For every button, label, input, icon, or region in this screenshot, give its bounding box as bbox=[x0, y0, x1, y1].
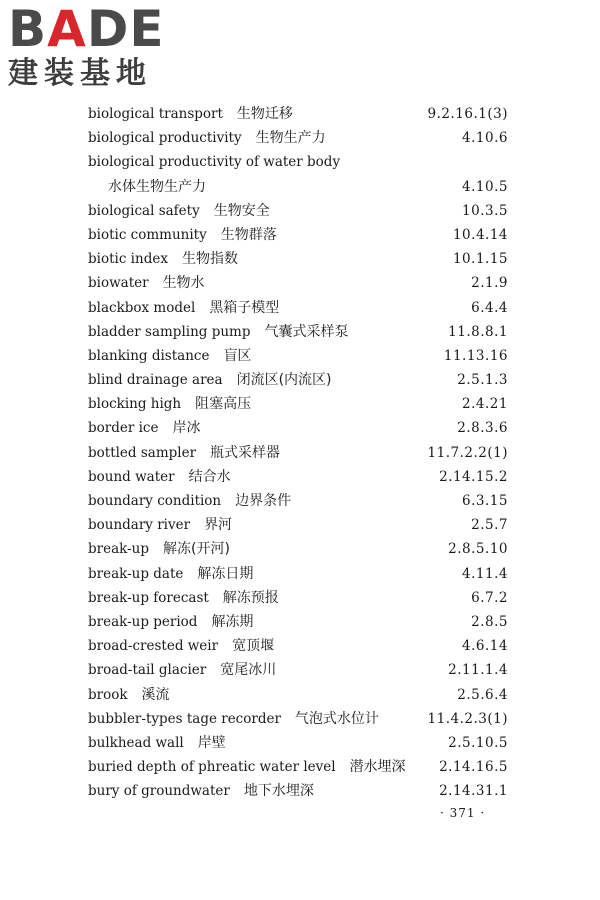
entry-chinese: 瓶式采样器 bbox=[210, 444, 281, 461]
entry-chinese: 岸冰 bbox=[172, 420, 201, 437]
entry-reference: 2.14.15.2 bbox=[439, 468, 508, 485]
entry-reference: 2.5.6.4 bbox=[457, 686, 508, 703]
entry-term: blocking high bbox=[88, 396, 182, 413]
entry-reference: 11.4.2.3(1) bbox=[427, 710, 508, 727]
entry-term: blanking distance bbox=[88, 347, 210, 364]
entry-reference: 4.11.4 bbox=[462, 565, 508, 582]
entry-reference: 2.14.31.1 bbox=[439, 783, 508, 800]
entry-reference: 4.10.5 bbox=[462, 178, 508, 195]
glossary-entry bbox=[88, 175, 508, 199]
entry-chinese: 生物水 bbox=[162, 275, 205, 292]
glossary-entry bbox=[88, 247, 508, 271]
logo-letters-de: DE bbox=[86, 0, 165, 58]
entry-term: biowater bbox=[88, 275, 149, 292]
entry-reference: 10.4.14 bbox=[452, 226, 508, 243]
entry-term: boundary river bbox=[88, 517, 191, 534]
entry-term: bubbler-types tage recorder bbox=[88, 710, 281, 727]
glossary-entry bbox=[88, 707, 508, 731]
entry-chinese: 生物群落 bbox=[220, 226, 277, 243]
entry-reference: 2.5.10.5 bbox=[448, 734, 508, 751]
entry-term: bury of groundwater bbox=[88, 783, 230, 800]
entry-reference: 6.4.4 bbox=[471, 299, 508, 316]
entry-term: biotic index bbox=[88, 251, 168, 268]
entry-chinese: 盲区 bbox=[223, 347, 252, 364]
glossary-entry bbox=[88, 683, 508, 707]
glossary-entry bbox=[88, 465, 508, 489]
entry-reference: 2.14.16.5 bbox=[439, 759, 508, 776]
entry-chinese: 黑箱子模型 bbox=[209, 299, 280, 316]
entry-chinese: 宽尾冰川 bbox=[220, 662, 277, 679]
entry-chinese: 岸壁 bbox=[197, 734, 226, 751]
entry-chinese: 溪流 bbox=[141, 686, 170, 703]
glossary-entry bbox=[88, 102, 508, 126]
glossary-entries bbox=[88, 102, 508, 803]
entry-term: break-up bbox=[88, 541, 149, 558]
entry-reference: 2.5.7 bbox=[471, 517, 508, 534]
entry-chinese: 水体生物生产力 bbox=[108, 178, 206, 195]
glossary-entry bbox=[88, 586, 508, 610]
glossary-entry bbox=[88, 755, 508, 779]
entry-chinese: 气囊式采样泵 bbox=[264, 323, 349, 340]
entry-reference: 6.7.2 bbox=[471, 589, 508, 606]
entry-chinese: 气泡式水位计 bbox=[294, 710, 379, 727]
entry-term: broad-tail glacier bbox=[88, 662, 207, 679]
entry-term: biological productivity bbox=[88, 130, 242, 147]
glossary-entry bbox=[88, 562, 508, 586]
glossary-entry bbox=[88, 416, 508, 440]
glossary-entry bbox=[88, 731, 508, 755]
glossary-entry bbox=[88, 537, 508, 561]
entry-chinese: 宽顶堰 bbox=[232, 638, 275, 655]
entry-chinese: 解冻日期 bbox=[197, 565, 254, 582]
glossary-entry bbox=[88, 271, 508, 295]
entry-reference: 11.13.16 bbox=[443, 347, 508, 364]
entry-chinese: 闭流区(内流区) bbox=[236, 372, 332, 389]
entry-chinese: 解冻预报 bbox=[222, 589, 279, 606]
entry-term: biological productivity of water body bbox=[88, 154, 341, 171]
entry-chinese: 阻塞高压 bbox=[195, 396, 252, 413]
entry-reference: 2.11.1.4 bbox=[448, 662, 508, 679]
entry-term: broad-crested weir bbox=[88, 638, 219, 655]
glossary-entry bbox=[88, 368, 508, 392]
entry-term: blackbox model bbox=[88, 299, 196, 316]
entry-chinese: 生物生产力 bbox=[255, 130, 326, 147]
entry-chinese: 地下水埋深 bbox=[243, 783, 314, 800]
glossary-entry bbox=[88, 392, 508, 416]
logo-letter-a: A bbox=[47, 0, 87, 58]
entry-reference: 2.5.1.3 bbox=[457, 372, 508, 389]
entry-reference: 2.8.5.10 bbox=[448, 541, 508, 558]
glossary-entry bbox=[88, 344, 508, 368]
glossary-entry bbox=[88, 150, 508, 174]
entry-reference: 10.1.15 bbox=[452, 251, 508, 268]
entry-term: bound water bbox=[88, 468, 175, 485]
glossary-entry bbox=[88, 634, 508, 658]
glossary-entry bbox=[88, 441, 508, 465]
glossary-entry bbox=[88, 779, 508, 803]
entry-chinese: 界河 bbox=[204, 517, 233, 534]
glossary-entry bbox=[88, 296, 508, 320]
logo-letter-b: B bbox=[8, 0, 48, 58]
entry-chinese: 解冻期 bbox=[211, 613, 254, 630]
entry-reference: 2.4.21 bbox=[462, 396, 508, 413]
glossary-entry bbox=[88, 489, 508, 513]
entry-chinese: 边界条件 bbox=[235, 493, 292, 509]
entry-term: break-up date bbox=[88, 565, 184, 582]
entry-reference: 4.10.6 bbox=[462, 130, 508, 147]
entry-term: blind drainage area bbox=[88, 372, 223, 389]
entry-reference: 4.6.14 bbox=[462, 638, 508, 655]
entry-reference: 6.3.15 bbox=[462, 493, 508, 509]
entry-reference: 11.8.8.1 bbox=[448, 323, 508, 340]
entry-term: biological safety bbox=[88, 202, 200, 219]
glossary-entry bbox=[88, 126, 508, 150]
entry-chinese: 潜水埋深 bbox=[349, 759, 406, 776]
entry-term: bulkhead wall bbox=[88, 734, 184, 751]
bade-logo bbox=[8, 0, 178, 96]
entry-chinese: 生物安全 bbox=[213, 202, 270, 219]
glossary-entry bbox=[88, 320, 508, 344]
entry-chinese: 结合水 bbox=[188, 468, 231, 485]
entry-reference: 10.3.5 bbox=[462, 202, 508, 219]
entry-reference: 2.8.5 bbox=[471, 613, 508, 630]
logo-wordmark bbox=[8, 0, 178, 58]
entry-term: break-up forecast bbox=[88, 589, 209, 606]
page-number: · 371 · bbox=[440, 806, 486, 820]
entry-reference: 11.7.2.2(1) bbox=[427, 444, 508, 461]
entry-term: bottled sampler bbox=[88, 444, 197, 461]
glossary-entry bbox=[88, 223, 508, 247]
entry-reference: 2.1.9 bbox=[471, 275, 508, 292]
logo-subtitle: 建装基地 bbox=[8, 56, 152, 91]
entry-term: buried depth of phreatic water level bbox=[88, 759, 336, 776]
glossary-entry bbox=[88, 610, 508, 634]
entry-term: biotic community bbox=[88, 226, 207, 243]
entry-chinese: 解冻(开河) bbox=[162, 541, 230, 558]
glossary-entry bbox=[88, 658, 508, 682]
entry-chinese: 生物迁移 bbox=[236, 106, 293, 122]
entry-term: brook bbox=[88, 686, 128, 703]
glossary-entry bbox=[88, 513, 508, 537]
entry-reference: 2.8.3.6 bbox=[457, 420, 508, 437]
glossary-entry bbox=[88, 199, 508, 223]
entry-term: bladder sampling pump bbox=[88, 323, 251, 340]
entry-term: break-up period bbox=[88, 613, 198, 630]
entry-term: border ice bbox=[88, 420, 159, 437]
entry-term: biological transport bbox=[88, 106, 223, 122]
entry-reference: 9.2.16.1(3) bbox=[427, 106, 508, 122]
entry-chinese: 生物指数 bbox=[181, 251, 238, 268]
entry-term: boundary condition bbox=[88, 493, 222, 509]
